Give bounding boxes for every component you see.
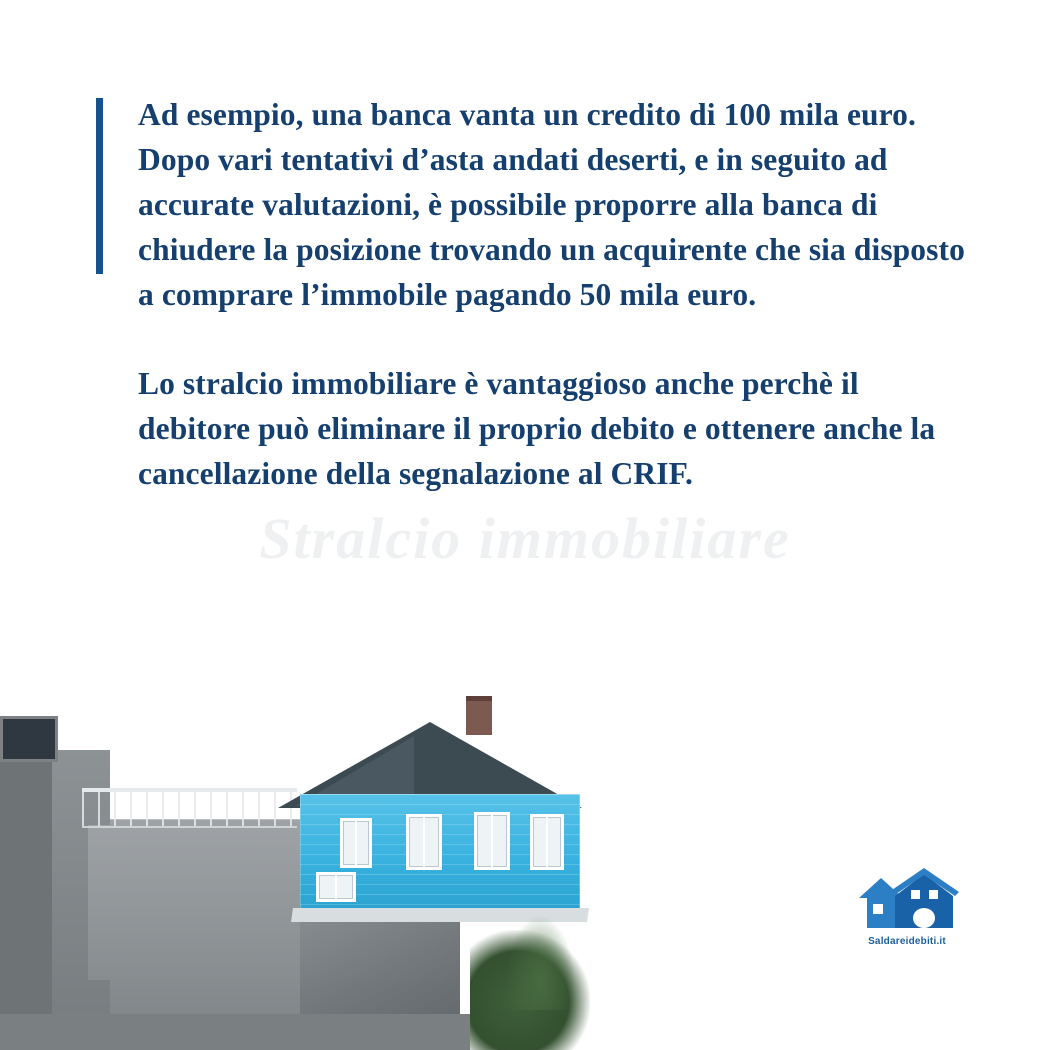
watermark-text: Stralcio immobiliare: [259, 506, 791, 571]
roof-railing: [82, 788, 297, 828]
concrete-dark-edge: [0, 750, 52, 1050]
house-window: [474, 812, 510, 870]
house-logo-icon: [855, 866, 959, 934]
paragraph-2: Lo stralcio immobiliare è vantaggioso anche perchè il debitore può eliminare il proprio debito e ottenere anche la cancellazione della segnalazione al CRIF.: [138, 366, 936, 491]
house-window: [406, 814, 442, 870]
background-photo: [0, 630, 1050, 1050]
accent-bar: [96, 98, 103, 274]
building-window: [0, 716, 58, 762]
house-window: [340, 818, 372, 868]
paragraph-1: Ad esempio, una banca vanta un credito di 100 mila euro. Dopo vari tentativi d’asta andati deserti, e in seguito ad accurate valutazioni, è possibile proporre alla banca di chiudere la posizione trovando un acquirente che sia disposto a comprare l’immobile pagando 50 mila euro.: [138, 97, 965, 312]
logo-caption: Saldareidebiti.it: [868, 936, 946, 947]
ground-strip: [0, 1014, 470, 1050]
house-window: [530, 814, 564, 870]
brand-logo[interactable]: [842, 866, 972, 958]
text-block: [96, 92, 976, 496]
house-window: [316, 872, 356, 902]
foliage: [505, 915, 575, 1010]
hanging-house: [278, 722, 598, 922]
